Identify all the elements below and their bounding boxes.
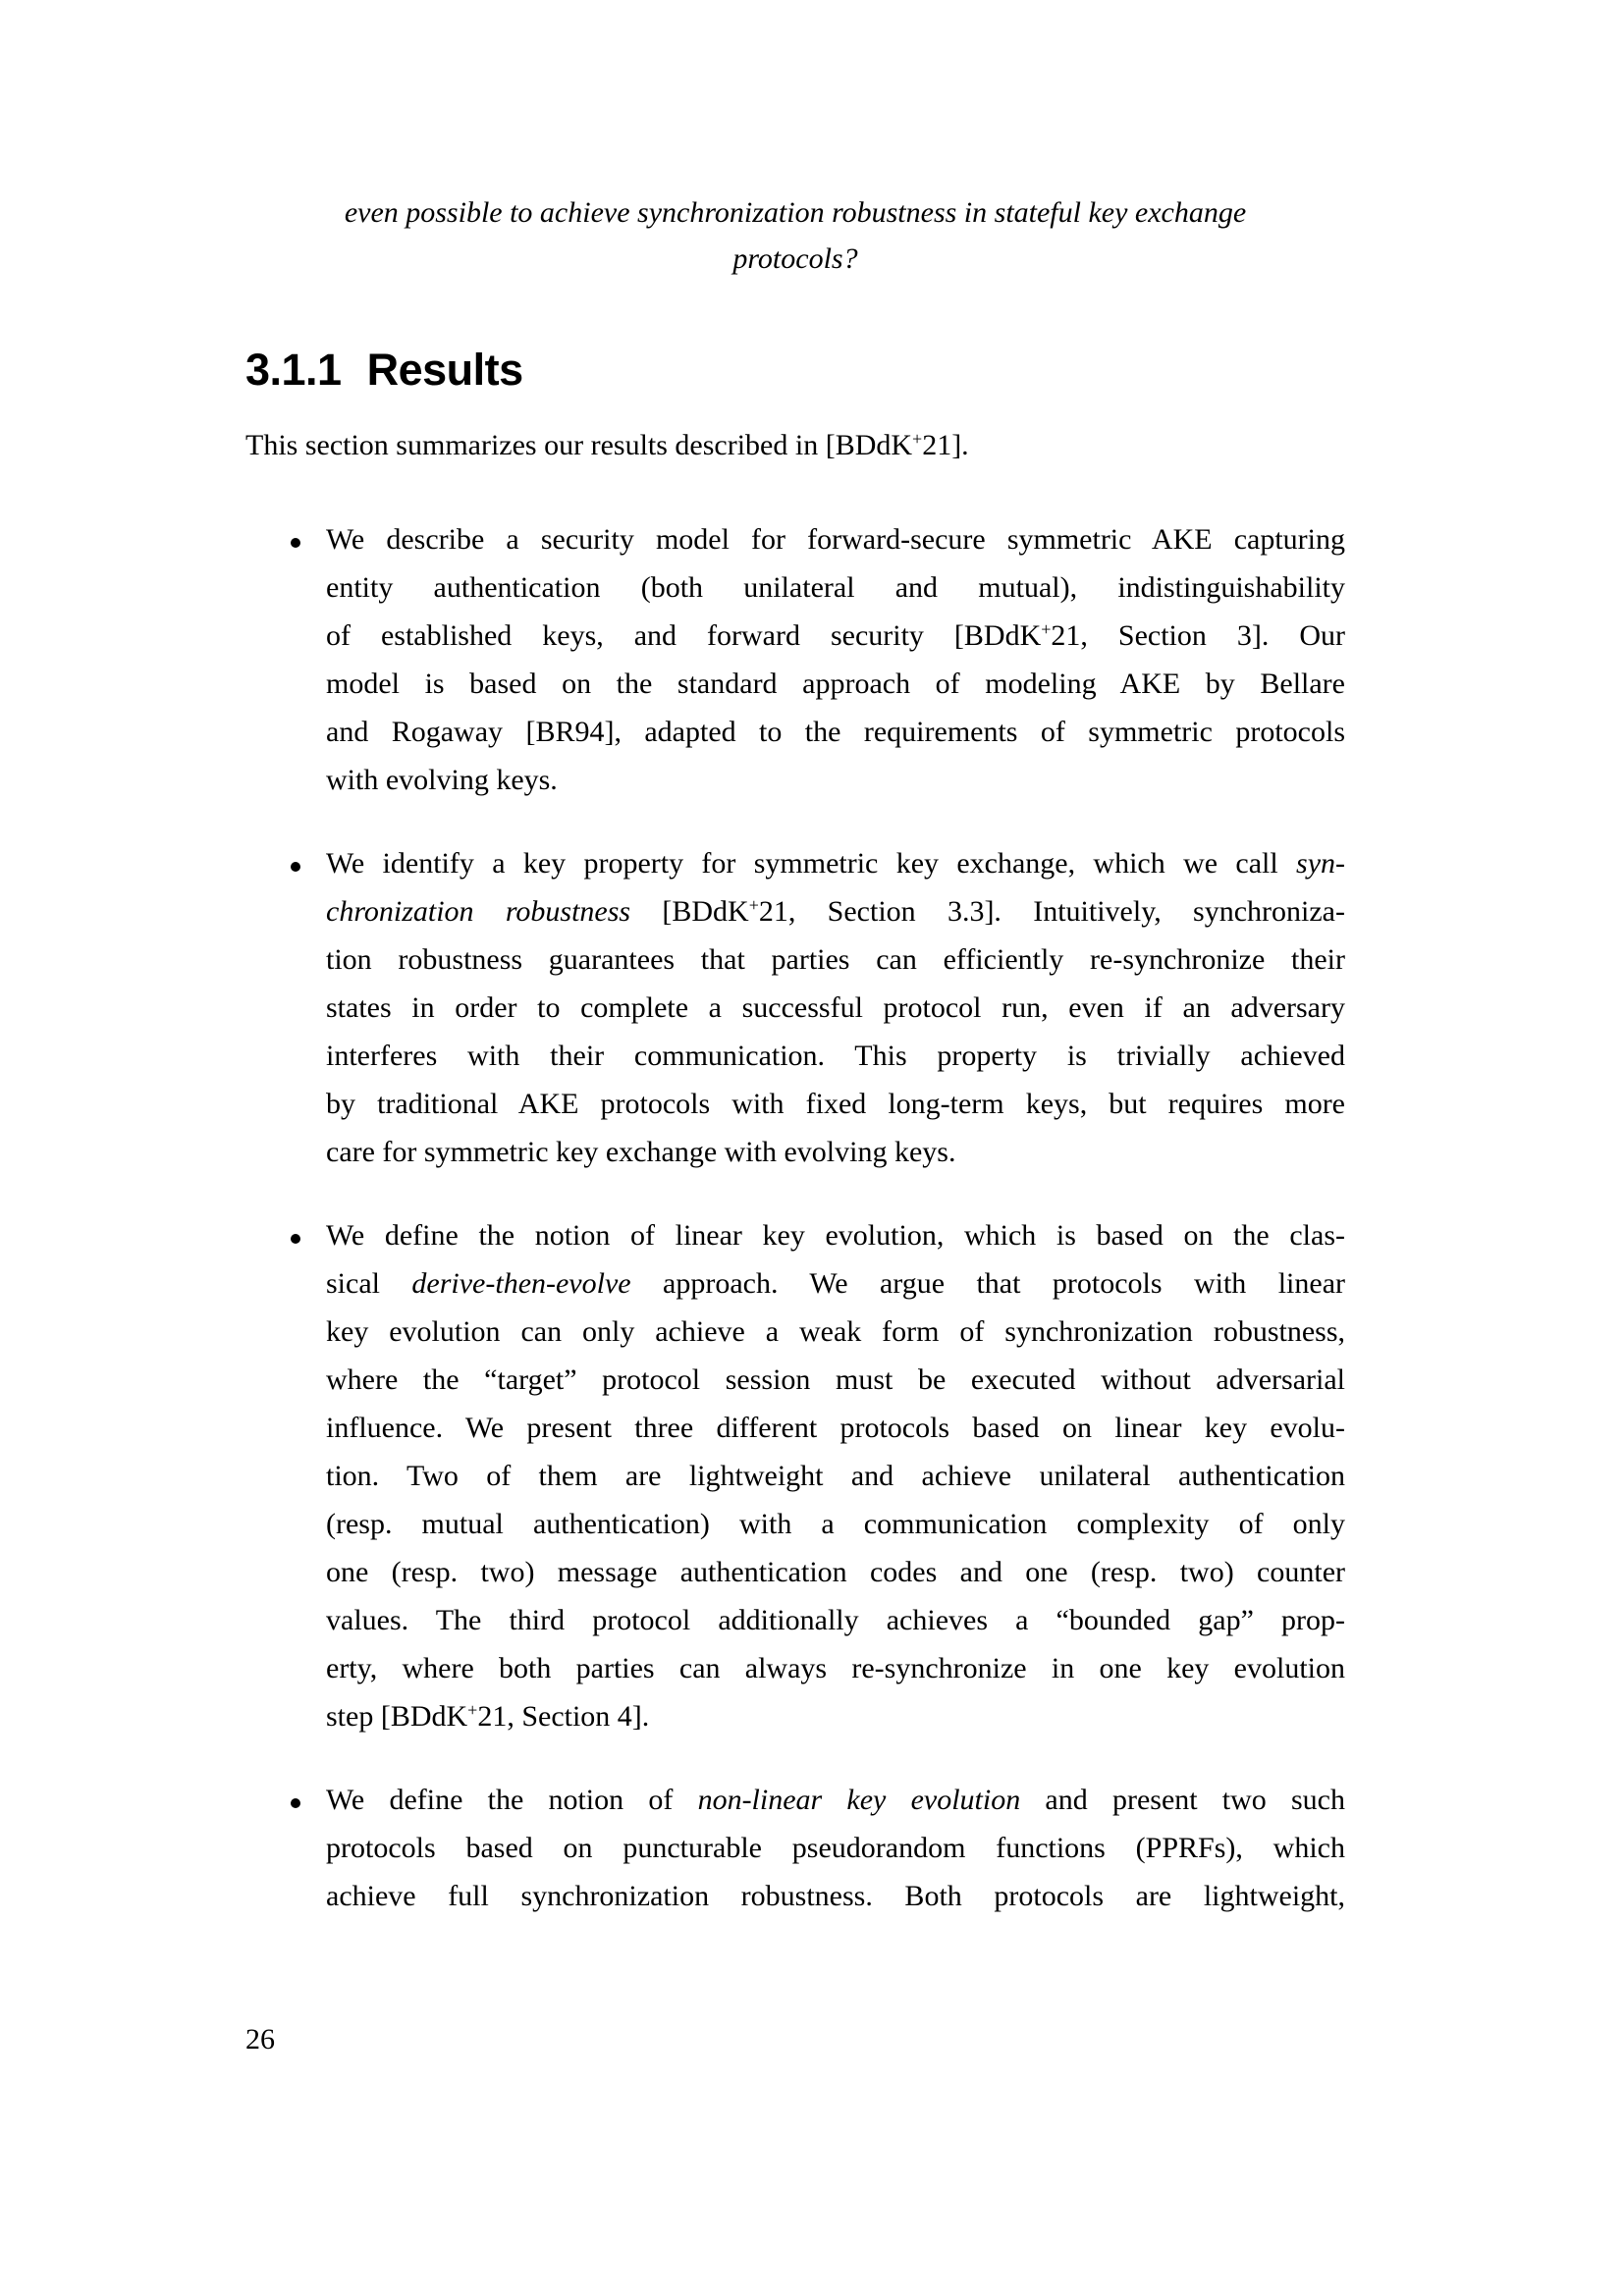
section-heading: [245, 345, 1345, 396]
bullet-item: [245, 1776, 1345, 1920]
bullet-line: influence. We present three different protocols based on linear key evolu-: [326, 1412, 1345, 1444]
page-number: 26: [245, 2023, 275, 2056]
bullet-item: [245, 515, 1345, 804]
bullet-icon: [291, 1234, 300, 1244]
citation-superscript: +: [467, 1700, 478, 1721]
bullet-line: one (resp. two) message authentication codes and one (resp. two) counter: [326, 1556, 1345, 1588]
bullet-icon: [291, 1798, 300, 1808]
bullet-line: key evolution can only achieve a weak form of synchronization robustness,: [326, 1315, 1345, 1348]
bullet-line: by traditional AKE protocols with fixed long-term keys, but requires more: [326, 1088, 1345, 1120]
bullet-line: where the “target” protocol session must be executed without adversarial: [326, 1363, 1345, 1396]
quote-block: [245, 189, 1345, 282]
bullet-line: states in order to complete a successful protocol run, even if an adversary: [326, 991, 1345, 1024]
bullet-line: chronization robustness [BDdK+21, Section 3.3]. Intuitively, synchroniza-: [326, 895, 1345, 928]
bullet-line: of established keys, and forward security [BDdK+21, Section 3]. Our: [326, 619, 1345, 652]
bullet-line: with evolving keys.: [326, 764, 558, 796]
bullet-line: tion robustness guarantees that parties can efficiently re-synchronize their: [326, 943, 1345, 976]
bullet-list: [245, 515, 1345, 1955]
bullet-line: (resp. mutual authentication) with a communication complexity of only: [326, 1508, 1345, 1540]
bullet-line: model is based on the standard approach of modeling AKE by Bellare: [326, 667, 1345, 700]
bullet-item: [245, 1211, 1345, 1740]
bullet-line: tion. Two of them are lightweight and achieve unilateral authentication: [326, 1460, 1345, 1492]
bullet-line: erty, where both parties can always re-synchronize in one key evolution: [326, 1652, 1345, 1684]
bullet-line: We define the notion of linear key evolution, which is based on the clas-: [326, 1219, 1345, 1252]
bullet-line: We describe a security model for forward-secure symmetric AKE capturing: [326, 523, 1345, 556]
bullet-item: [245, 839, 1345, 1176]
bullet-line: sical derive-then-evolve approach. We argue that protocols with linear: [326, 1267, 1345, 1300]
bullet-line: protocols based on puncturable pseudorandom functions (PPRFs), which: [326, 1832, 1345, 1864]
bullet-line: care for symmetric key exchange with evolving keys.: [326, 1136, 956, 1168]
bullet-line: and Rogaway [BR94], adapted to the requirements of symmetric protocols: [326, 716, 1345, 748]
citation-superscript: +: [748, 895, 759, 916]
bullet-line: entity authentication (both unilateral and mutual), indistinguishability: [326, 571, 1345, 604]
section-number: 3.1.1: [245, 345, 342, 395]
bullet-line: interferes with their communication. This property is trivially achieved: [326, 1040, 1345, 1072]
bullet-line: We identify a key property for symmetric key exchange, which we call syn-: [326, 847, 1345, 880]
bullet-line: We define the notion of non-linear key evolution and present two such: [326, 1784, 1346, 1816]
bullet-icon: [291, 538, 300, 548]
citation-superscript: +: [1041, 619, 1052, 640]
bullet-icon: [291, 862, 300, 872]
bullet-line: step [BDdK+21, Section 4].: [326, 1700, 650, 1733]
intro-paragraph: This section summarizes our results described in [BDdK+21].: [245, 429, 969, 461]
bullet-line: values. The third protocol additionally achieves a “bounded gap” prop-: [326, 1604, 1345, 1636]
quote-line: protocols?: [732, 242, 858, 275]
quote-line: even possible to achieve synchronization robustness in stateful key exchange: [344, 196, 1247, 229]
section-title: Results: [366, 345, 523, 395]
citation-superscript: +: [912, 429, 923, 450]
bullet-line: achieve full synchronization robustness. Both protocols are lightweight,: [326, 1880, 1345, 1912]
